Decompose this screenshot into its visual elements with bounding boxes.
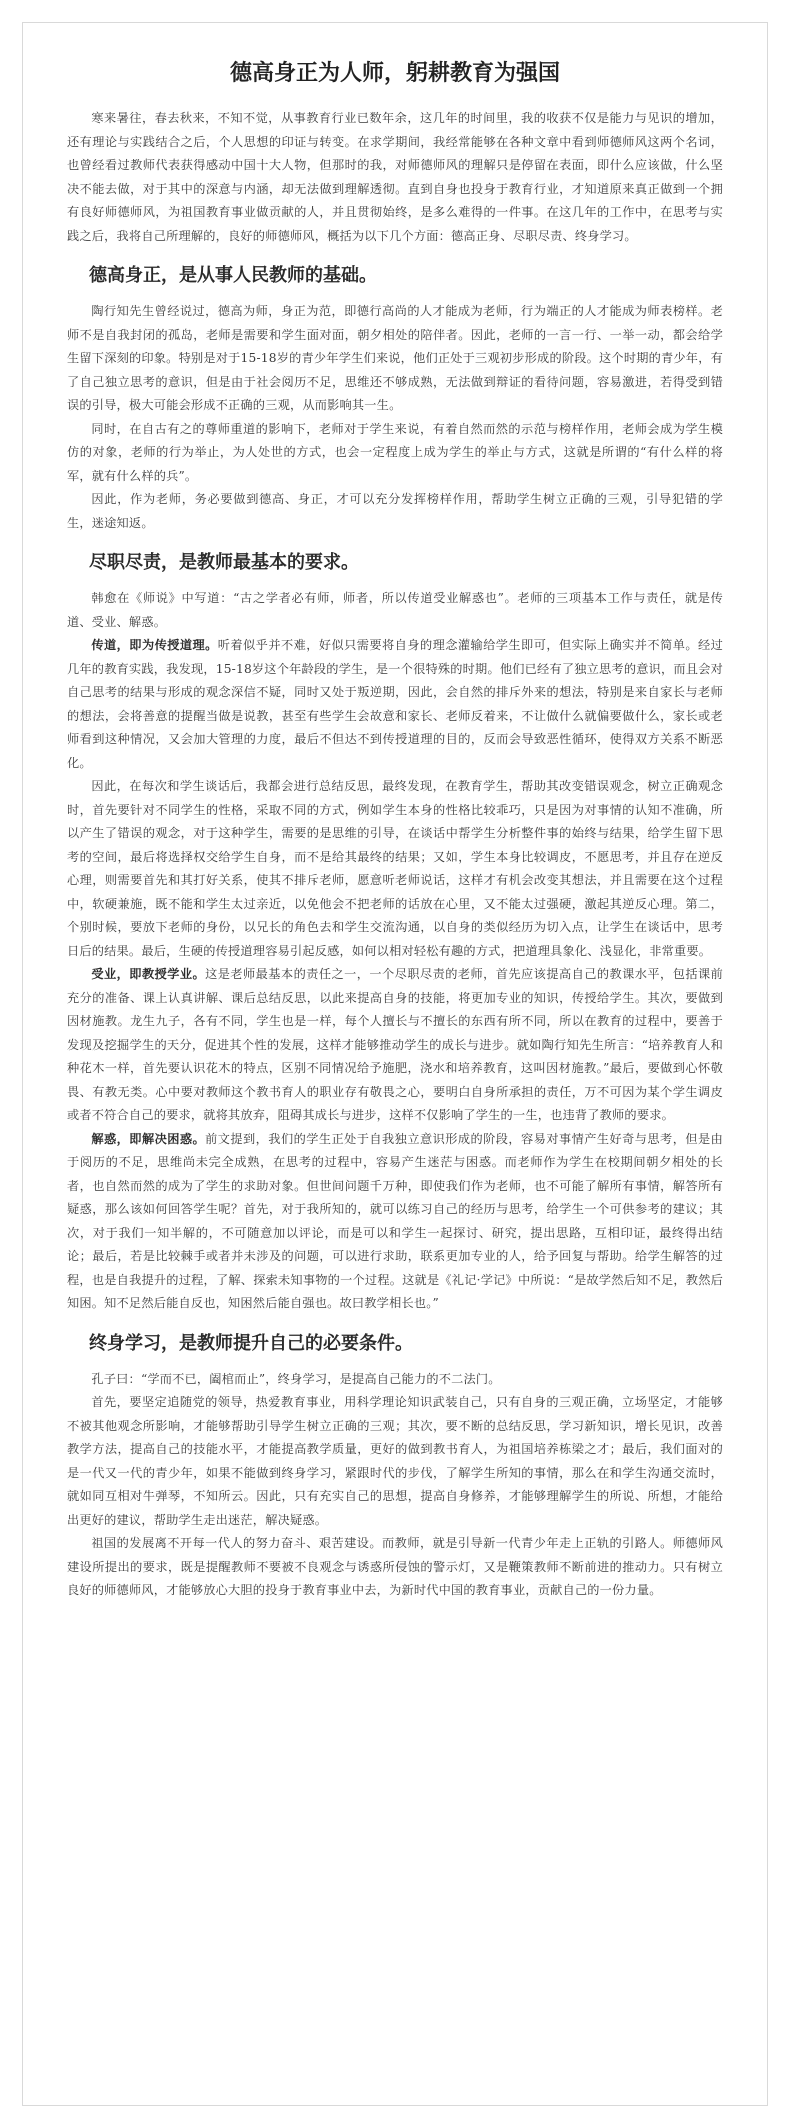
section-1-paragraph-2: 同时，在自古有之的尊师重道的影响下，老师对于学生来说，有着自然而然的示范与榜样作用，老师会成为学生模仿的对象，老师的行为举止，为人处世的方式，也会一定程度上成为学生的举止与方式，这就是所谓的“有什么样的将军，就有什么样的兵”。 — [67, 421, 723, 483]
section-3-paragraph-3: 祖国的发展离不开每一代人的努力奋斗、艰苦建设。而教师，就是引导新一代青少年走上正轨的引路人。师德师风建设所提出的要求，既是提醒教师不要被不良观念与诱惑所侵蚀的警示灯，又是鞭策教师不断前进的推动力。只有树立良好的师德师风，才能够放心大胆的投身于教育事业中去，为新时代中国的教育事业，贡献自己的一份力量。 — [67, 1536, 723, 1597]
article-container — [22, 22, 768, 2106]
paragraph-lead-resolving-doubts: 解惑，即解决困惑。 — [91, 1131, 206, 1146]
section-2-paragraph-2 — [67, 634, 723, 775]
intro-paragraph: 寒来暑往，春去秋来，不知不觉，从事教育行业已数年余，这几年的时间里，我的收获不仅是能力与见识的增加，还有理论与实践结合之后，个人思想的印证与转变。在求学期间，我经常能够在各种文章中看到师德师风这两个名词，也曾经看过教师代表获得感动中国十大人物，但那时的我，对师德师风的理解只是停留在表面，即什么应该做，什么坚决不能去做，对于其中的深意与内涵，却无法做到理解透彻。直到自身也投身于教育行业，才知道原来真正做到一个拥有良好师德师风，为祖国教育事业做贡献的人，并且贯彻始终，是多么难得的一件事。在这几年的工作中，在思考与实践之后，我将自己所理解的，良好的师德师风，概括为以下几个方面：德高正身、尽职尽责、终身学习。 — [67, 111, 723, 243]
section-heading-virtue: 德高身正，是从事人民教师的基础。 — [89, 265, 377, 286]
section-heading-lifelong-learning: 终身学习，是教师提升自己的必要条件。 — [89, 1332, 413, 1354]
paragraph-lead-teaching-principles: 传道，即为传授道理。 — [91, 638, 218, 652]
paragraph-text: 因此，在每次和学生谈话后，我都会进行总结反思，最终发现，在教育学生，帮助其改变错误观念，树立正确观念时，首先要针对不同学生的性格，采取不同的方式，例如学生本身的性格比较乖巧，只是因为对事情的认知不准确，所以产生了错误的观念，对于这种学生，需要的是思维的引导，在谈话中帮学生分析整件事的始终与结果，给学生留下思考的空间，最后将选择权交给学生自身，而不是给其最终的结果；又如，学生本身比较调皮，不愿思考，并且存在逆反心理，则需要首先和其打好关系，使其不排斥老师，愿意听老师说话，这样才有机会改变其想法，并且需要在这个过程中，软硬兼施，既不能和学生太过亲近，以免他会不把老师的话放在心里，又不能太过强硬，激起其逆反心理。第二，个别时候，要放下老师的身份，以兄长的角色去和学生交流沟通，以自身的类似经历为切入点，让学生在谈话中，思考日后的结果。最后，生硬的传授道理容易引起反感，如何以相对轻松有趣的方式，把道理具象化、浅显化，非常重要。 — [67, 779, 723, 958]
section-2-paragraph-4 — [67, 963, 723, 1128]
paragraph-text: 前文提到，我们的学生正处于自我独立意识形成的阶段，容易对事情产生好奇与思考，但是由于阅历的不足，思维尚未完全成熟，在思考的过程中，容易产生迷茫与困惑。而老师作为学生在校期间朝夕相处的长者，也自然而然的成为了学生的求助对象。但世间问题千万种，即使我们作为老师，也不可能了解所有事情，解答所有疑惑，那么该如何回答学生呢？首先，对于我所知的，就可以练习自己的经历与思考，给学生一个可供参考的建议；其次，对于我们一知半解的，不可随意加以评论，而是可以和学生一起探讨、研究，提出思路，互相印证，最终得出结论；最后，若是比较棘手或者并未涉及的问题，可以进行求助，联系更加专业的人，给予回复与帮助。给学生解答的过程，也是自我提升的过程，了解、探索未知事物的一个过程。这就是《礼记·学记》中所说：“是故学然后知不足，教然后知困。知不足然后能自反也，知困然后能自强也。故曰教学相长也。” — [67, 1131, 723, 1310]
paragraph-text: 这是老师最基本的责任之一，一个尽职尽责的老师，首先应该提高自己的教课水平，包括课前充分的准备、课上认真讲解、课后总结反思，以此来提高自身的技能，将更加专业的知识，传授给学生。其次，要做到因材施教。龙生九子，各有不同，学生也是一样，每个人擅长与不擅长的东西有所不同，所以在教育的过程中，要善于发现及挖掘学生的天分，促进其个性的发展，这样才能够推动学生的成长与进步。就如陶行知先生所言：“培养教育人和种花木一样，首先要认识花木的特点，区别不同情况给予施肥，浇水和培养教育，这叫因材施教。”最后，要做到心怀敬畏、有教无类。心中要对教师这个教书育人的职业存有敬畏之心，要明白自身所承担的责任，万不可因为某个学生调皮或者不符合自己的要求，就将其放弃，阻碍其成长与进步，这样不仅影响了学生的一生，也违背了教师的要求。 — [67, 967, 723, 1122]
section-3-paragraph-1: 孔子曰：“学而不已，阖棺而止”，终身学习，是提高自己能力的不二法门。 — [91, 1371, 501, 1386]
section-3-paragraph-2: 首先，要坚定追随党的领导，热爱教育事业，用科学理论知识武装自己，只有自身的三观正确，立场坚定，才能够不被其他观念所影响，才能够帮助引导学生树立正确的三观；其次，要不断的总结反思，学习新知识，增长见识，改善教学方法，提高自己的技能水平，才能提高教学质量，更好的做到教书育人，为祖国培养栋梁之才；最后，我们面对的是一代又一代的青少年，如果不能做到终身学习，紧跟时代的步伐，了解学生所知的事情，那么在和学生沟通交流时，就如同互相对牛弹琴，不知所云。因此，只有充实自己的思想，提高自身修养，才能够理解学生的所说、所想，才能给出更好的建议，帮助学生走出迷茫，解决疑惑。 — [67, 1395, 723, 1527]
section-2-paragraph-1 — [67, 587, 723, 634]
article-title: 德高身正为人师，躬耕教育为强国 — [229, 60, 560, 86]
section-1-paragraph-1: 陶行知先生曾经说过，德高为师，身正为范，即德行高尚的人才能成为老师，行为端正的人才能成为师表榜样。老师不是自我封闭的孤岛，老师是需要和学生面对面，朝夕相处的陪伴者。因此，老师的一言一行、一举一动，都会给学生留下深刻的印象。特别是对于15-18岁的青少年学生们来说，他们正处于三观初步形成的阶段。这个时期的青少年，有了自己独立思考的意识，但是由于社会阅历不足，思维还不够成熟，无法做到辩证的看待问题，容易激进，若得受到错误的引导，极大可能会形成不正确的三观，从而影响其一生。 — [67, 304, 723, 412]
section-2-paragraph-5 — [67, 1128, 723, 1316]
section-heading-duty: 尽职尽责，是教师最基本的要求。 — [89, 552, 359, 573]
section-2-paragraph-3 — [67, 775, 723, 963]
paragraph-text: 韩愈在《师说》中写道：“古之学者必有师，师者，所以传道受业解惑也”。老师的三项基本工作与责任，就是传道、受业、解惑。 — [67, 591, 723, 629]
section-1-paragraph-3: 因此，作为老师，务必要做到德高、身正，才可以充分发挥榜样作用，帮助学生树立正确的三观，引导犯错的学生，迷途知返。 — [67, 492, 723, 530]
paragraph-text: 听着似乎并不难，好似只需要将自身的理念灌输给学生即可，但实际上确实并不简单。经过几年的教育实践，我发现，15-18岁这个年龄段的学生，是一个很特殊的时期。他们已经有了独立思考的意识，而且会对自己思考的结果与形成的观念深信不疑，同时又处于叛逆期，因此，会自然的排斥外来的想法，特别是来自家长与老师的想法，会将善意的提醒当做是说教，甚至有些学生会故意和家长、老师反着来，不让做什么就偏要做什么，家长或老师看到这种情况，又会加大管理的力度，最后不但达不到传授道理的目的，反而会导致恶性循环，使得双方关系不断恶化。 — [67, 638, 724, 770]
paragraph-lead-teaching-knowledge: 受业，即教授学业。 — [91, 967, 206, 981]
